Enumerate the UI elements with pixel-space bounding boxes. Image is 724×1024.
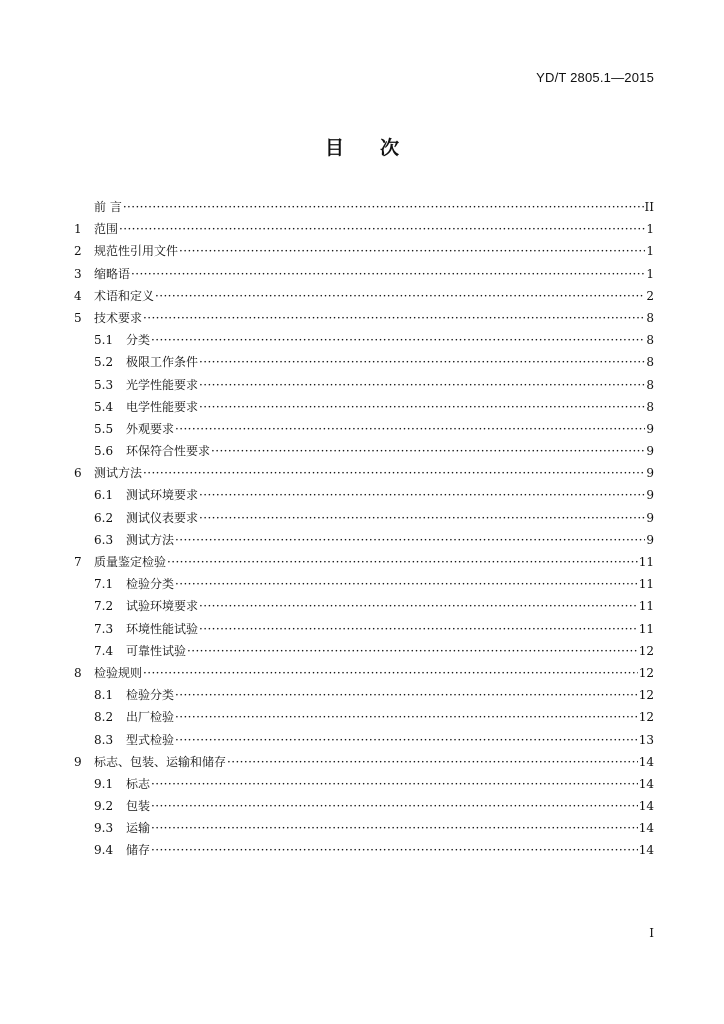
toc-entry[interactable] [74, 573, 654, 595]
dot-leader [119, 218, 645, 240]
toc-entry-page: 12 [638, 665, 654, 680]
dot-leader [199, 507, 645, 529]
dot-leader [187, 640, 638, 662]
dot-leader [175, 684, 638, 706]
toc-entry[interactable] [74, 507, 654, 529]
toc-entry[interactable] [74, 839, 654, 861]
toc-entry-page: 12 [638, 643, 654, 658]
toc-entry-page: 11 [638, 599, 654, 614]
dot-leader [175, 729, 638, 751]
toc-entry-page: 9 [646, 466, 654, 481]
dot-leader [199, 618, 638, 640]
toc-entry-number: 8.3 [94, 732, 114, 747]
dot-leader [123, 196, 644, 218]
toc-entry[interactable] [74, 729, 654, 751]
toc-entry-label: 标志 [126, 776, 151, 791]
dot-leader [199, 484, 645, 506]
dot-leader [151, 773, 638, 795]
dot-leader [143, 662, 638, 684]
dot-leader [199, 396, 645, 418]
dot-leader [199, 351, 645, 373]
toc-entry-number: 7 [74, 555, 82, 569]
dot-leader [175, 573, 638, 595]
toc-entry-number: 6.1 [94, 488, 114, 503]
toc-entry[interactable] [74, 396, 654, 418]
toc-entry[interactable] [74, 684, 654, 706]
toc-entry-page: 1 [646, 244, 654, 259]
dot-leader [199, 595, 638, 617]
table-of-contents [74, 196, 654, 862]
toc-entry-number: 5.5 [94, 421, 114, 436]
toc-entry-page: 8 [646, 377, 654, 392]
toc-entry-number: 8.2 [94, 710, 114, 725]
toc-entry[interactable] [74, 307, 654, 329]
toc-entry[interactable] [74, 374, 654, 396]
toc-entry-number: 8.1 [94, 688, 114, 703]
toc-entry-page: 8 [646, 399, 654, 414]
toc-entry[interactable] [74, 285, 654, 307]
toc-entry-label: 术语和定义 [94, 288, 155, 303]
dot-leader [175, 418, 645, 440]
toc-entry-number: 7.2 [94, 599, 114, 614]
toc-entry-label: 分类 [126, 333, 151, 348]
toc-entry[interactable] [74, 462, 654, 484]
toc-entry-label: 可靠性试验 [126, 643, 187, 658]
toc-entry-page: 14 [638, 821, 654, 836]
toc-entry-page: 13 [638, 732, 654, 747]
toc-entry-label: 技术要求 [94, 310, 143, 325]
toc-entry-number: 9.3 [94, 821, 114, 836]
toc-entry-number: 5.3 [94, 377, 114, 392]
toc-entry-label: 测试仪表要求 [126, 510, 199, 525]
page-number: I [649, 926, 654, 940]
dot-leader [199, 374, 645, 396]
dot-leader [175, 529, 645, 551]
toc-entry-number: 6 [74, 466, 82, 481]
dot-leader [227, 751, 638, 773]
toc-entry[interactable] [74, 773, 654, 795]
toc-entry[interactable] [74, 551, 654, 573]
toc-entry-number: 5.6 [94, 444, 114, 459]
toc-entry[interactable] [74, 706, 654, 728]
toc-entry-label: 环保符合性要求 [126, 444, 211, 459]
toc-entry-number: 9.1 [94, 776, 114, 791]
dot-leader [167, 551, 638, 573]
toc-entry-label: 前 言 [94, 200, 122, 214]
dot-leader [155, 285, 645, 307]
toc-entry-page: 8 [646, 310, 654, 325]
toc-entry-label: 检验分类 [126, 688, 175, 703]
toc-entry-label: 储存 [126, 843, 151, 858]
toc-entry-label: 质量鉴定检验 [94, 555, 167, 569]
toc-entry[interactable] [74, 751, 654, 773]
toc-entry-label: 测试方法 [94, 466, 143, 481]
toc-entry-number: 5 [74, 310, 82, 325]
toc-entry-label: 包装 [126, 799, 151, 814]
toc-entry-number: 5.4 [94, 399, 114, 414]
toc-entry-label: 出厂检验 [126, 710, 175, 725]
toc-entry-label: 电学性能要求 [126, 399, 199, 414]
dot-leader [175, 706, 638, 728]
toc-entry-label: 标志、包装、运输和储存 [94, 754, 227, 769]
toc-entry[interactable] [74, 351, 654, 373]
toc-entry-page: 12 [638, 710, 654, 725]
dot-leader [211, 440, 645, 462]
toc-entry-page: 1 [646, 266, 654, 281]
toc-entry-page: 14 [638, 843, 654, 858]
toc-entry-label: 试验环境要求 [126, 599, 199, 614]
toc-entry-page: 11 [638, 621, 654, 636]
toc-entry-page: 2 [646, 288, 654, 303]
toc-entry-label: 环境性能试验 [126, 621, 199, 636]
dot-leader [151, 839, 638, 861]
toc-entry-page: 11 [638, 555, 654, 569]
toc-entry-number: 7.1 [94, 577, 114, 592]
toc-entry-number: 6.2 [94, 510, 114, 525]
toc-entry[interactable] [74, 263, 654, 285]
toc-entry[interactable] [74, 240, 654, 262]
toc-entry-label: 型式检验 [126, 732, 175, 747]
toc-entry[interactable] [74, 662, 654, 684]
toc-entry[interactable] [74, 418, 654, 440]
toc-entry-number: 5.1 [94, 333, 114, 348]
toc-entry[interactable] [74, 440, 654, 462]
toc-entry-label: 检验分类 [126, 577, 175, 592]
toc-entry[interactable] [74, 817, 654, 839]
dot-leader [131, 263, 645, 285]
toc-entry-number: 9.4 [94, 843, 114, 858]
toc-entry-page: 1 [646, 222, 654, 237]
toc-entry-page: 14 [638, 776, 654, 791]
toc-entry-number: 9.2 [94, 799, 114, 814]
toc-entry-number: 1 [74, 222, 82, 237]
toc-entry-label: 测试环境要求 [126, 488, 199, 503]
toc-entry-page: II [644, 200, 654, 214]
toc-entry-number: 9 [74, 754, 82, 769]
page-title: 目次 [324, 137, 435, 159]
toc-entry-page: 9 [646, 510, 654, 525]
dot-leader [151, 329, 645, 351]
dot-leader [151, 795, 638, 817]
toc-entry-page: 8 [646, 333, 654, 348]
toc-entry-page: 11 [638, 577, 654, 592]
toc-entry-page: 12 [638, 688, 654, 703]
dot-leader [179, 240, 645, 262]
toc-entry-number: 5.2 [94, 355, 114, 370]
toc-entry[interactable] [74, 484, 654, 506]
toc-entry[interactable] [74, 640, 654, 662]
toc-entry-label: 外观要求 [126, 421, 175, 436]
toc-entry-number: 8 [74, 665, 82, 680]
toc-entry-number: 4 [74, 288, 82, 303]
toc-entry-page: 9 [646, 421, 654, 436]
toc-entry-label: 极限工作条件 [126, 355, 199, 370]
toc-entry-number: 7.3 [94, 621, 114, 636]
toc-entry-page: 14 [638, 754, 654, 769]
toc-entry-page: 14 [638, 799, 654, 814]
toc-entry[interactable] [74, 795, 654, 817]
toc-entry[interactable] [74, 618, 654, 640]
dot-leader [151, 817, 638, 839]
toc-entry-number: 2 [74, 244, 82, 259]
toc-entry-label: 范围 [94, 222, 119, 237]
toc-entry-page: 8 [646, 355, 654, 370]
dot-leader [143, 307, 645, 329]
toc-entry[interactable] [74, 595, 654, 617]
toc-entry[interactable] [74, 196, 654, 218]
toc-entry-page: 9 [646, 532, 654, 547]
toc-entry-label: 缩略语 [94, 266, 131, 281]
toc-entry-label: 规范性引用文件 [94, 244, 179, 259]
toc-entry-label: 测试方法 [126, 532, 175, 547]
toc-entry-number: 7.4 [94, 643, 114, 658]
toc-entry-page: 9 [646, 488, 654, 503]
toc-entry-number: 6.3 [94, 532, 114, 547]
document-code: YD/T 2805.1—2015 [536, 70, 654, 85]
toc-entry-label: 运输 [126, 821, 151, 836]
toc-entry[interactable] [74, 218, 654, 240]
toc-entry-label: 检验规则 [94, 665, 143, 680]
toc-entry-number: 3 [74, 266, 82, 281]
toc-entry[interactable] [74, 329, 654, 351]
toc-entry-label: 光学性能要求 [126, 377, 199, 392]
toc-entry[interactable] [74, 529, 654, 551]
dot-leader [143, 462, 645, 484]
toc-entry-page: 9 [646, 444, 654, 459]
